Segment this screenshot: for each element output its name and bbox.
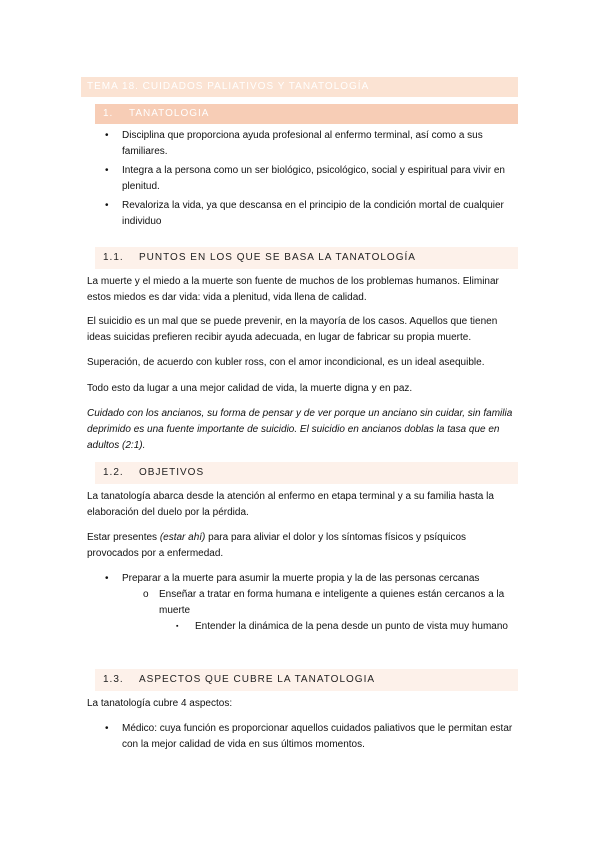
list-item: • Preparar a la muerte para asumir la muerte propia y la de las personas cercanas [105,571,515,587]
subsection-title: PUNTOS EN LOS QUE SE BASA LA TANATOLOGÍA [139,252,416,263]
aspectos-bullet-list [105,721,515,756]
subsection-heading-puntos [95,247,518,269]
paragraph: El suicidio es un mal que se puede prevenir, en la mayoría de los casos. Aquellos que tienen ideas suicidas prefieren recibir ayuda adecuada, en lugar de fabricar su propia muerte. [87,316,498,343]
list-item: • Médico: cuya función es proporcionar aquellos cuidados paliativos que le permitan estar con la mejor calidad de vida en sus últimos momentos. [105,721,515,753]
paragraph: Todo esto da lugar a una mejor calidad de vida, la muerte digna y en paz. [87,383,413,394]
list-item: • Revaloriza la vida, ya que descansa en el principio de la condición mortal de cualquier individuo [105,198,515,230]
paragraph [87,530,517,562]
subsection-title: OBJETIVOS [139,467,205,478]
list-item: • Integra a la persona como un ser biológico, psicológico, social y espiritual para vivir en plenitud. [105,163,515,195]
subsection-title: ASPECTOS QUE CUBRE LA TANATOLOGIA [139,674,376,685]
subsection-heading-objetivos [95,462,518,484]
sub-list-item [143,587,513,619]
italic-paragraph: Cuidado con los ancianos, su forma de pensar y de ver porque un anciano sin cuidar, sin familia deprimido es una fuente importante de suicidio. El suicidio en ancianos doblas la tasa que en adultos (2:1). [87,408,513,451]
sub-sub-list-text: Entender la dinámica de la pena desde un punto de vista muy humano [195,621,508,632]
paragraph: La tanatología abarca desde la atención al enfermo en etapa terminal y a su familia hasta la elaboración del duelo por la pérdida. [87,491,494,518]
paragraph: La muerte y el miedo a la muerte son fuente de muchos de los problemas humanos. Eliminar estos miedos es dar vida: vida a plenitud, vida llena de calidad. [87,276,499,303]
paragraph: La tanatología cubre 4 aspectos: [87,698,233,709]
paragraph-text: Estar presentes [87,532,160,543]
paragraph: Superación, de acuerdo con kubler ross, con el amor incondicional, es un ideal asequible. [87,357,485,368]
document-title: TEMA 18. CUIDADOS PALIATIVOS Y TANATOLOGÍA [81,77,518,97]
section-number: 1. [103,108,114,119]
emphasis-text: (estar ahí) [159,532,206,543]
section-title: TANATOLOGIA [129,108,210,119]
paragraph-text: para para aliviar el dolor y los síntomas físicos y psíquicos provocados por a enfermedad. [87,532,467,559]
subsection-number: 1.3. [103,674,124,685]
subsection-heading-aspectos [95,669,518,691]
sub-sub-list-item [176,619,516,635]
subsection-number: 1.1. [103,252,124,263]
section-heading-tanatologia [95,104,518,124]
circle-bullet-icon: o [143,589,149,600]
sub-list-text: Enseñar a tratar en forma humana e inteligente a quienes están cercanos a la muerte [159,589,505,616]
list-item: • Disciplina que proporciona ayuda profesional al enfermo terminal, así como a sus familiares. [105,128,515,160]
subsection-number: 1.2. [103,467,124,478]
square-bullet-icon: ▪ [176,623,179,630]
tanatologia-bullet-list [105,128,515,233]
